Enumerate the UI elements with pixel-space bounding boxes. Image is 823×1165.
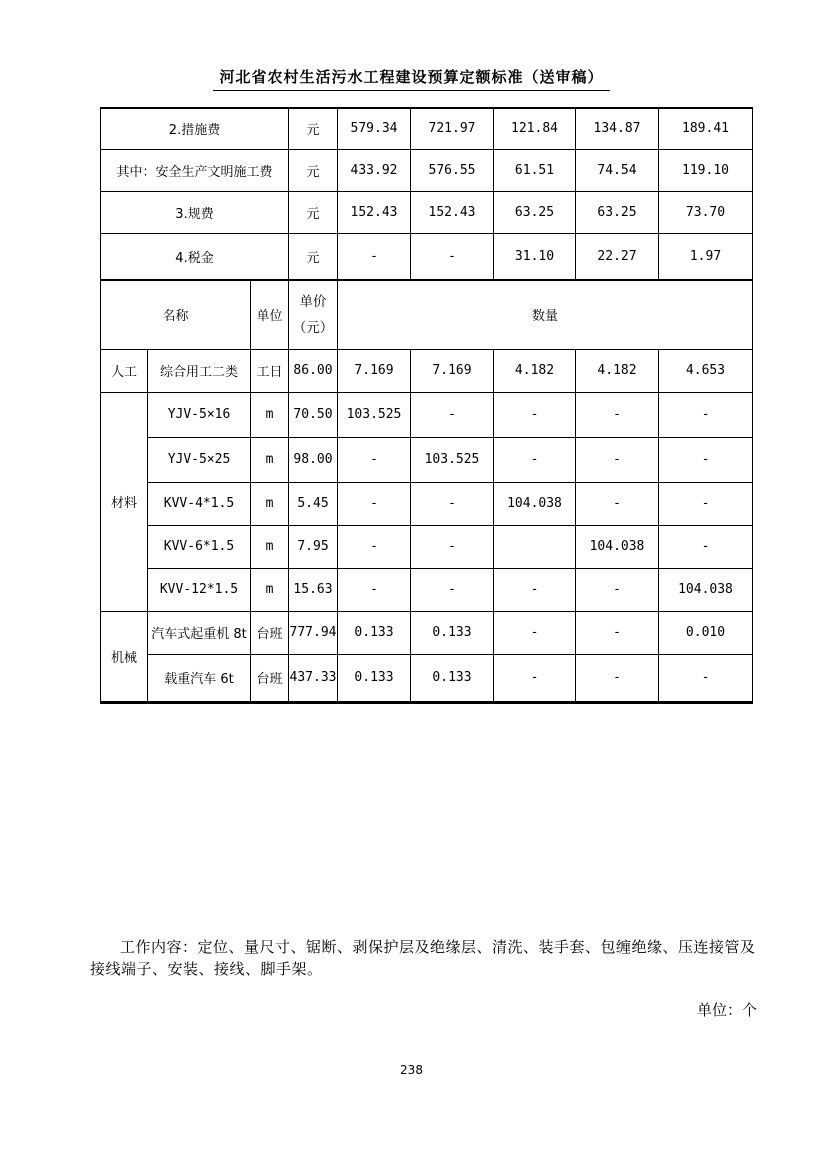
detail-header-price [289,280,338,349]
machinery-row [101,611,753,654]
quantity-cell: - [494,611,576,654]
item-unit-cell: m [251,437,289,482]
summary-value-cell: 119.10 [659,149,753,191]
table-row [101,149,753,191]
quantity-cell: 0.010 [659,611,753,654]
quantity-cell: 4.182 [494,349,576,392]
quantity-cell: 103.525 [338,392,411,437]
table-row [101,233,753,280]
summary-value-cell: 433.92 [338,149,411,191]
item-price-cell: 70.50 [289,392,338,437]
quantity-cell: 0.133 [411,611,494,654]
quantity-cell: - [494,437,576,482]
item-unit-cell: 台班 [251,611,289,654]
detail-header-name: 名称 [101,280,251,349]
item-name-cell: KVV-6*1.5 [148,525,251,568]
quantity-cell: 0.133 [411,654,494,702]
summary-row-label: 其中：安全生产文明施工费 [101,149,289,191]
summary-value-cell: 63.25 [494,191,576,233]
quantity-cell: 104.038 [576,525,659,568]
detail-header-price-line2: （元） [292,319,334,336]
summary-row-label: 4.税金 [101,233,289,280]
quantity-cell: - [659,525,753,568]
item-price-cell: 7.95 [289,525,338,568]
item-price-cell: 86.00 [289,349,338,392]
item-name-cell: KVV-12*1.5 [148,568,251,611]
quantity-cell: - [494,392,576,437]
quantity-cell: - [576,437,659,482]
summary-unit-cell: 元 [289,191,338,233]
summary-value-cell: 721.97 [411,108,494,149]
summary-value-cell: 121.84 [494,108,576,149]
quantity-cell: 103.525 [411,437,494,482]
item-name-cell: KVV-4*1.5 [148,482,251,525]
summary-unit-cell: 元 [289,108,338,149]
quantity-cell: - [411,568,494,611]
item-name-cell: 汽车式起重机 8t [148,611,251,654]
summary-value-cell: 31.10 [494,233,576,280]
unit-note: 单位：个 [696,1001,757,1019]
item-unit-cell: m [251,482,289,525]
quantity-cell: - [576,392,659,437]
item-unit-cell: m [251,568,289,611]
quantity-cell: - [338,437,411,482]
item-name-cell: 载重汽车 6t [148,654,251,702]
item-unit-cell: 工日 [251,349,289,392]
summary-value-cell: 189.41 [659,108,753,149]
summary-value-cell: 152.43 [411,191,494,233]
page-title [0,66,823,91]
item-unit-cell: 台班 [251,654,289,702]
page-number: 238 [400,1063,423,1077]
summary-value-cell: 22.27 [576,233,659,280]
quantity-cell: - [494,568,576,611]
item-name-cell: YJV-5×25 [148,437,251,482]
quantity-cell: - [659,392,753,437]
summary-value-cell: 61.51 [494,149,576,191]
quantity-cell: - [411,525,494,568]
item-name-cell: 综合用工二类 [148,349,251,392]
item-name-cell: YJV-5×16 [148,392,251,437]
quantity-cell: - [659,437,753,482]
page-title-text: 河北省农村生活污水工程建设预算定额标准（送审稿） [213,66,609,91]
item-unit-cell: m [251,392,289,437]
item-unit-cell: m [251,525,289,568]
summary-value-cell: 1.97 [659,233,753,280]
detail-header-price-line1: 单价 [299,293,327,310]
quantity-cell: - [576,482,659,525]
material-row [101,568,753,611]
quantity-cell: 104.038 [494,482,576,525]
detail-header-row [101,280,753,349]
item-price-cell: 777.94 [289,611,338,654]
quantity-cell: - [576,654,659,702]
material-row [101,437,753,482]
summary-value-cell: 152.43 [338,191,411,233]
quantity-cell: - [411,392,494,437]
summary-value-cell: 73.70 [659,191,753,233]
quantity-cell: 4.182 [576,349,659,392]
quantity-cell: - [338,482,411,525]
summary-row-label: 3.规费 [101,191,289,233]
quantity-cell: 7.169 [411,349,494,392]
summary-value-cell: - [338,233,411,280]
summary-value-cell: 74.54 [576,149,659,191]
cost-quota-table [100,107,753,704]
summary-unit-cell: 元 [289,149,338,191]
material-row [101,482,753,525]
quantity-cell: 4.653 [659,349,753,392]
quantity-cell: - [411,482,494,525]
quantity-cell: 7.169 [338,349,411,392]
quantity-cell: - [659,654,753,702]
detail-header-quantity: 数量 [338,280,753,349]
work-content-paragraph: 工作内容：定位、量尺寸、锯断、剥保护层及绝缘层、清洗、装手套、包缠绝缘、压连接管及接线端子、安装、接线、脚手架。 [90,938,756,978]
category-cell-material: 材料 [101,392,148,611]
quantity-cell: - [659,482,753,525]
quantity-cell: 0.133 [338,611,411,654]
summary-unit-cell: 元 [289,233,338,280]
detail-header-unit: 单位 [251,280,289,349]
summary-value-cell: 579.34 [338,108,411,149]
quantity-cell: - [338,525,411,568]
labor-row [101,349,753,392]
machinery-row [101,654,753,702]
quantity-cell: - [338,568,411,611]
quantity-cell: - [494,654,576,702]
table-row [101,191,753,233]
category-cell-machinery: 机械 [101,611,148,702]
item-price-cell: 15.63 [289,568,338,611]
summary-value-cell: 134.87 [576,108,659,149]
table-row [101,108,753,149]
category-cell-labor: 人工 [101,349,148,392]
summary-row-label: 2.措施费 [101,108,289,149]
summary-value-cell: 63.25 [576,191,659,233]
material-row [101,525,753,568]
item-price-cell: 437.33 [289,654,338,702]
item-price-cell: 98.00 [289,437,338,482]
summary-value-cell: - [411,233,494,280]
item-price-cell: 5.45 [289,482,338,525]
summary-value-cell: 576.55 [411,149,494,191]
quantity-cell: 0.133 [338,654,411,702]
quantity-cell: 104.038 [659,568,753,611]
quantity-cell: - [576,568,659,611]
material-row [101,392,753,437]
quantity-cell: - [576,611,659,654]
quantity-cell [494,525,576,568]
